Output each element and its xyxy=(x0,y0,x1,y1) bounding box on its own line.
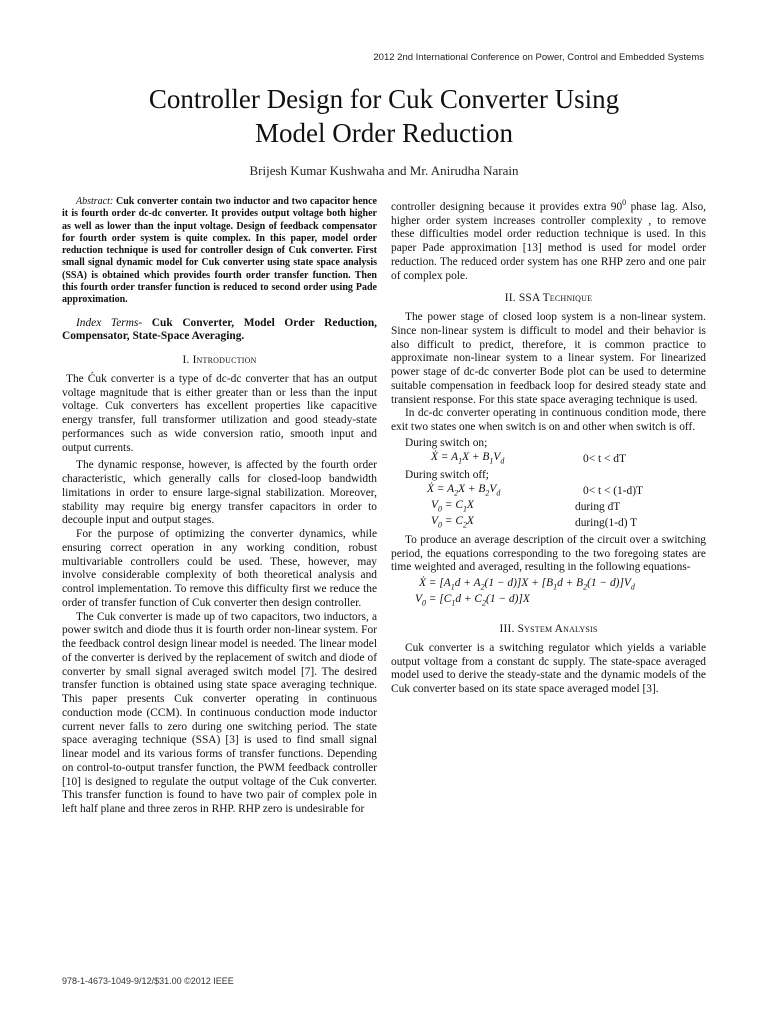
section-heading-system-analysis xyxy=(391,623,706,637)
averaged-equation-x: Ẋ = $[A_1d + A_2(1 - d)]X + [B_1d + B_2(1 - d)]V_d$ xyxy=(419,576,635,591)
index-terms-text: Cuk Converter, Model Order Reduction, Compensator, State-Space Averaging. xyxy=(62,316,378,343)
equation-x-off: Ẋ = $A_2X + B_2V_d$ xyxy=(427,483,501,498)
right-column xyxy=(391,196,706,697)
index-terms-label: Index Terms- xyxy=(76,316,143,329)
left-column xyxy=(62,196,377,817)
title-line-2: Model Order Reduction xyxy=(255,118,513,148)
right-paragraph-1-a: controller designing because it provides extra 90 xyxy=(391,200,623,213)
section-number: I. xyxy=(182,354,190,367)
averaged-equation-v0: $V_0 = [C_1d + C_2(1 - d)]X$ xyxy=(415,592,530,607)
title-line-1: Controller Design for Cuk Converter Using xyxy=(148,84,620,114)
equation-v0-on xyxy=(391,500,706,516)
conference-header: 2012 2nd International Conference on Power, Control and Embedded Systems xyxy=(373,52,704,63)
condition-during-on: during dT xyxy=(575,500,621,513)
intro-paragraph-1: The Ćuk converter is a type of dc-dc converter that has an output voltage magnitude that is either greater than or less than the input voltage. Cuk converters has excellent properties like capacitive energy transfer, full transformer utilization and good steady-state performances such as wide conversion ratio, smooth input and output currents. xyxy=(62,372,377,454)
equation-v0-c2: $V_0 = C_2X$ xyxy=(431,515,474,530)
section-heading-ssa xyxy=(391,292,706,306)
section-title: System Analysis xyxy=(517,623,598,636)
condition-off: 0< t < (1-d)T xyxy=(583,484,643,497)
equation-x-on: Ẋ = $A_1X + B_1V_d$ xyxy=(431,451,505,466)
section-number: II. xyxy=(504,292,516,305)
ssa-paragraph-2: In dc-dc converter operating in continuous condition mode, there exit two states one when switch is on and other when switch is off. xyxy=(391,407,706,434)
ssa-paragraph-3: To produce an average description of the circuit over a switching period, the equations corresponding to the two foregoing states are time weighted and averaged, resulting in the following equations- xyxy=(391,533,706,574)
footer-copyright: 978-1-4673-1049-9/12/$31.00 ©2012 IEEE xyxy=(62,976,234,986)
equation-v0-c1: $V_0 = C_1X$ xyxy=(431,499,474,514)
intro-paragraph-2: The dynamic response, however, is affected by the fourth order characteristic, which generally calls for closed-loop bandwidth limitations in order to ensure large-signal stabilization. Moreover, stability may require big energy transfer capacitors in order to decouple input and output stages. xyxy=(62,459,377,527)
abstract xyxy=(62,196,377,307)
right-paragraph-1-b: phase lag. Also, higher order system increases controller complexity , to remove these difficulties model order reduction technique is used. In this paper Pade approximation [13] method is used for model order reduction. The reduced order system has one RHP zero and one pair of complex pole. xyxy=(391,200,706,282)
paper-title xyxy=(0,82,768,150)
index-terms xyxy=(62,317,377,345)
section-number: III. xyxy=(499,623,515,636)
abstract-label: Abstract: xyxy=(76,196,114,207)
ssa-paragraph-1: The power stage of closed loop system is a non-linear system. Since non-linear system is difficult to model and their behavior is also difficult to predict, therefore, it is common practice to approximate non-linear system to a linear system. For linearized power stage of dc-dc converter Bode plot can be used to determine suitable compensation in feedback loop for desired steady state and transient response. For this state space averaging technique is used. xyxy=(391,311,706,406)
right-paragraph-1 xyxy=(391,196,706,283)
section-title: SSA Technique xyxy=(518,292,593,305)
abstract-text: Cuk converter contain two inductor and two capacitor hence it is fourth order dc-dc converter. It provides output voltage both higher as well as lower than the input voltage. Design of feedback compensator for fourth order system is quite complex. In this paper, model order reduction technique is used for controller design of Cuk converter. First small signal dynamic model for Cuk converter using state space analysis (SSA) is obtained which provides fourth order transfer function. Then this fourth order transfer function is reduced to second order using Pade approximation. xyxy=(62,196,377,306)
switch-off-label-text: During switch off; xyxy=(405,468,489,481)
section-title: Introduction xyxy=(192,354,257,367)
switch-on-label-text: During switch on; xyxy=(405,436,488,449)
system-paragraph-1: Cuk converter is a switching regulator which yields a variable output voltage from a constant dc supply. The state-space averaged model used to derive the steady-state and the dynamic models of the Cuk converter based on its state space averaged model [3]. xyxy=(391,641,706,696)
equation-on xyxy=(391,452,706,468)
condition-on: 0< t < dT xyxy=(583,452,626,465)
averaged-equations xyxy=(391,577,706,609)
switch-off-label xyxy=(391,468,706,484)
equation-v0-off xyxy=(391,516,706,532)
equation-off xyxy=(391,484,706,500)
intro-paragraph-4: The Cuk converter is made up of two capacitors, two inductors, a power switch and diode thus it is fourth order non-linear system. For the feedback control design linear model is needed. The linear model of the converter is derived by the replacement of switch and diode of converter by small signal averaged switch model [7]. The desired transfer function is obtained using state space averaging technique. This paper presents Cuk converter operating in continuous conduction mode (CCM). In continuous conduction mode inductor current never falls to zero during one switching period. The state space averaging technique (SSA) [3] is used to find small signal linear model and its various forms of transfer functions. Depending on control-to-output transfer function, the PWM feedback controller [10] is designed to regulate the output voltage of the Cuk converter. This transfer function is found to have two pair of complex pole in left half plane and three zeros in RHP. RHP zero is undesirable for xyxy=(62,610,377,816)
intro-paragraph-3: For the purpose of optimizing the converter dynamics, while ensuring correct operation in any working condition, robust multivariable controllers could be used. These, however, may involve considerable complexity of both theoretical analysis and control implementation. To remove this difficulty first we reduce the order of transfer function of Cuk converter then design controller. xyxy=(62,528,377,609)
switch-equations xyxy=(391,436,706,532)
section-heading-introduction xyxy=(62,354,377,368)
condition-during-off: during(1-d) T xyxy=(575,516,638,529)
degree-superscript: 0 xyxy=(622,198,627,207)
switch-on-label xyxy=(391,436,706,452)
authors: Brijesh Kumar Kushwaha and Mr. Anirudha Narain xyxy=(249,163,519,178)
